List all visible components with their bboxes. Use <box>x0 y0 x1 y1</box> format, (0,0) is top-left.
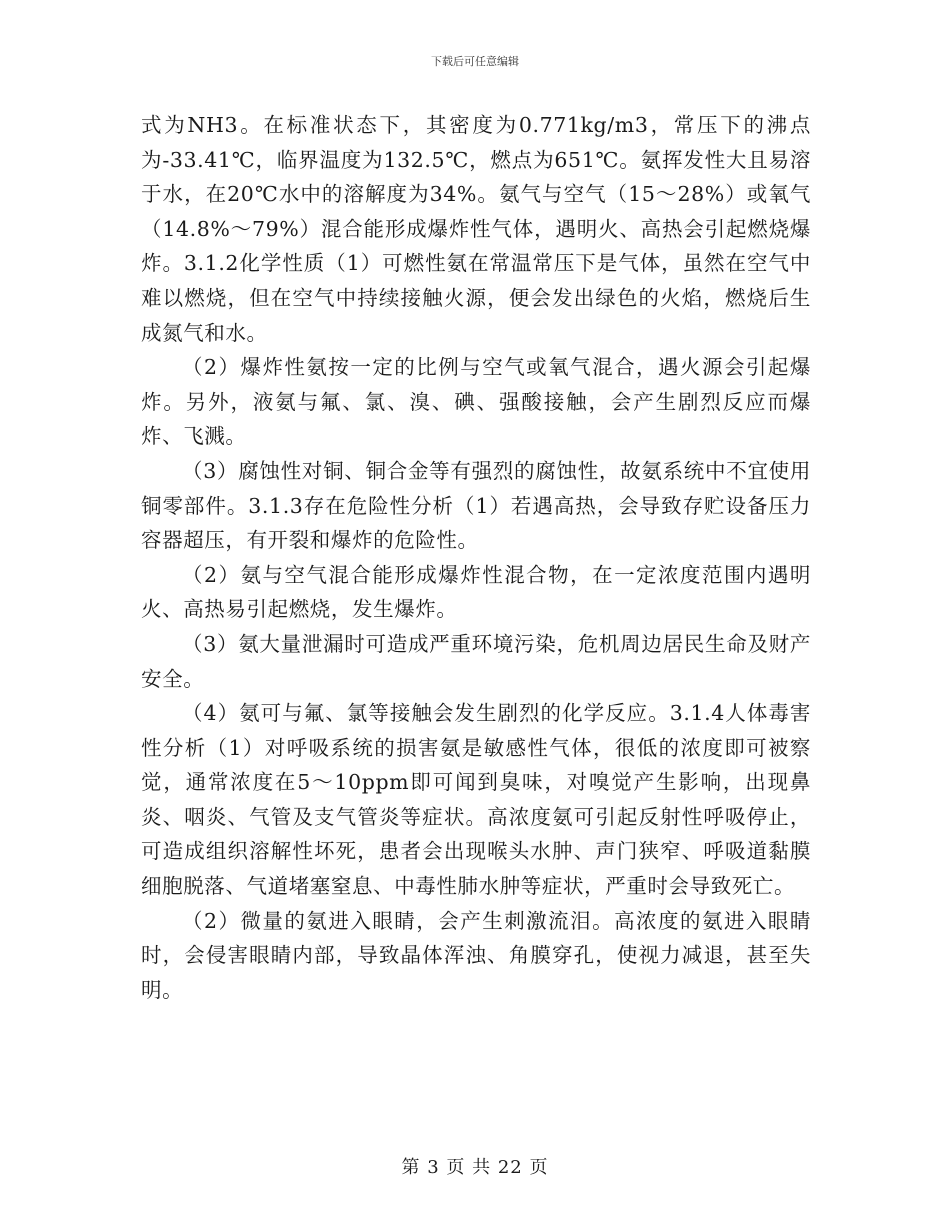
page-header: 下载后可任意编辑 <box>431 55 519 68</box>
paragraph-5: （3）氨大量泄漏时可造成严重环境污染，危机周边居民生命及财产安全。 <box>141 631 811 691</box>
document-body <box>141 108 811 1007</box>
paragraph-3: （3）腐蚀性对铜、铜合金等有强烈的腐蚀性，故氨系统中不宜使用铜零部件。3.1.3存在危险性分析（1）若遇高热，会导致存贮设备压力容器超压，有开裂和爆炸的危险性。 <box>141 458 811 553</box>
paragraph-7: （2）微量的氨进入眼睛，会产生刺激流泪。高浓度的氨进入眼睛时，会侵害眼睛内部，导致晶体浑浊、角膜穿孔，使视力减退，甚至失明。 <box>141 908 811 1002</box>
paragraph-2: （2）爆炸性氨按一定的比例与空气或氧气混合，遇火源会引起爆炸。另外，液氨与氟、氯、溴、碘、强酸接触，会产生剧烈反应而爆炸、飞溅。 <box>141 355 811 449</box>
paragraph-4: （2）氨与空气混合能形成爆炸性混合物，在一定浓度范围内遇明火、高热易引起燃烧，发生爆炸。 <box>141 562 811 622</box>
paragraph-1: 式为NH3。在标准状态下，其密度为0.771kg/m3，常压下的沸点为-33.41℃，临界温度为132.5℃，燃点为651℃。氨挥发性大且易溶于水，在20℃水中的溶解度为34%。氨气与空气（15～28%）或氧气（14.8%～79%）混合能形成爆炸性气体，遇明火、高热会引起燃烧爆炸。3.1.2化学性质（1）可燃性氨在常温常压下是气体，虽然在空气中难以燃烧，但在空气中持续接触火源，便会发出绿色的火焰，燃烧后生成氮气和水。 <box>141 113 811 345</box>
page-footer: 第 3 页 共 22 页 <box>401 1157 549 1178</box>
paragraph-6: （4）氨可与氟、氯等接触会发生剧烈的化学反应。3.1.4人体毒害性分析（1）对呼吸系统的损害氨是敏感性气体，很低的浓度即可被察觉，通常浓度在5～10ppm即可闻到臭味，对嗅觉产生影响，出现鼻炎、咽炎、气管及支气管炎等症状。高浓度氨可引起反射性呼吸停止，可造成组织溶解性坏死，患者会出现喉头水肿、声门狭窄、呼吸道黏膜细胞脱落、气道堵塞窒息、中毒性肺水肿等症状，严重时会导致死亡。 <box>141 701 811 899</box>
